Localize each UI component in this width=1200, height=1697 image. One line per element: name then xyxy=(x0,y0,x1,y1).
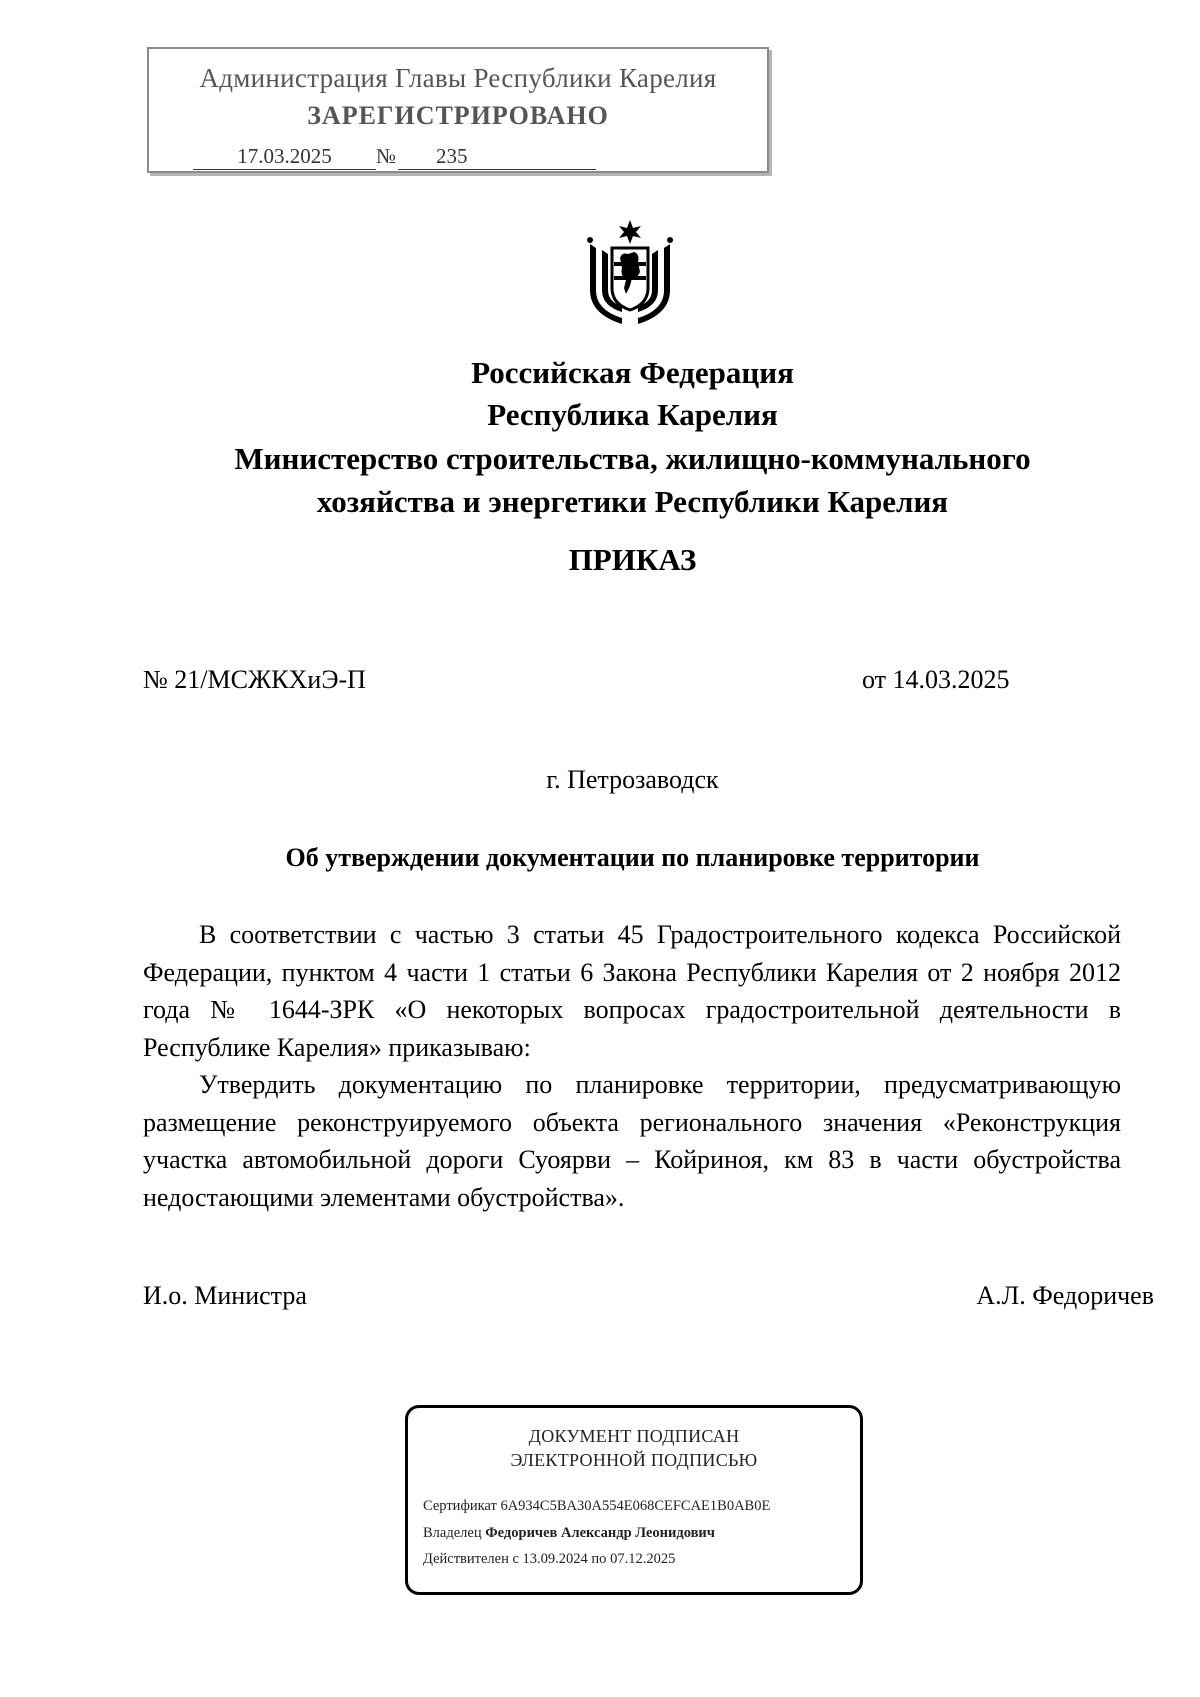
esign-validity xyxy=(423,1551,675,1568)
document-type: ПРИКАЗ xyxy=(568,542,697,577)
registration-stamp-details xyxy=(193,144,596,170)
body-paragraph-2: Утвердить документацию по планировке территории, предусматривающую размещение реконструируемого объекта регионального значения «Реконструкция участка автомобильной дороги Суоярви – Койриноя, км 83 в части обустройства недостающими элементами обустройства». xyxy=(143,1070,1121,1212)
order-body xyxy=(143,916,1121,1216)
esign-valid-to: 07.12.2025 xyxy=(610,1551,676,1567)
body-paragraph-1: В соответствии с частью 3 статьи 45 Градостроительного кодекса Российской Федерации, пунктом 4 части 1 статьи 6 Закона Республики Карелия от 2 ноября 2012 года № 1644-ЗРК «О некоторых вопросах градостроительной деятельности в Республике Карелия» приказываю: xyxy=(143,920,1121,1062)
registration-stamp-authority: Администрация Главы Республики Карелия xyxy=(199,63,717,93)
registration-number-label: № xyxy=(376,144,397,168)
registration-number: 235 xyxy=(398,144,596,170)
order-city: г. Петрозаводск xyxy=(546,765,719,794)
esign-owner-label: Владелец xyxy=(423,1525,482,1541)
header-ministry-line2: хозяйства и энергетики Республики Карелия xyxy=(316,484,949,519)
esign-owner-value: Федоричев Александр Леонидович xyxy=(485,1525,715,1541)
electronic-signature-stamp xyxy=(405,1405,863,1595)
esign-valid-from: 13.09.2024 xyxy=(522,1551,588,1567)
esign-owner xyxy=(423,1525,715,1542)
esign-certificate-label: Сертификат xyxy=(423,1498,497,1514)
esign-certificate-value: 6A934C5BA30A554E068CEFCAE1B0AB0E xyxy=(500,1498,771,1514)
order-subject: Об утверждении документации по планировке территории xyxy=(285,843,980,872)
esign-title-1: ДОКУМЕНТ ПОДПИСАН xyxy=(528,1426,740,1446)
registration-date: 17.03.2025 xyxy=(193,144,376,170)
karelia-coat-of-arms-icon xyxy=(582,218,678,326)
signatory-role: И.о. Министра xyxy=(143,1281,307,1310)
header-region: Республика Карелия xyxy=(487,397,778,432)
order-date: от 14.03.2025 xyxy=(862,665,1010,694)
header-country: Российская Федерация xyxy=(471,355,794,390)
registration-stamp xyxy=(147,47,769,173)
header-ministry-line1: Министерство строительства, жилищно-коммунального xyxy=(234,441,1031,476)
signatory-name: А.Л. Федоричев xyxy=(976,1281,1154,1310)
registration-stamp-status: ЗАРЕГИСТРИРОВАНО xyxy=(307,101,609,130)
order-number: № 21/МСЖКХиЭ-П xyxy=(143,665,366,694)
esign-valid-label: Действителен с xyxy=(423,1551,519,1567)
esign-certificate xyxy=(423,1498,770,1515)
esign-valid-to-label: по xyxy=(591,1551,607,1567)
esign-title-2: ЭЛЕКТРОННОЙ ПОДПИСЬЮ xyxy=(510,1450,758,1470)
